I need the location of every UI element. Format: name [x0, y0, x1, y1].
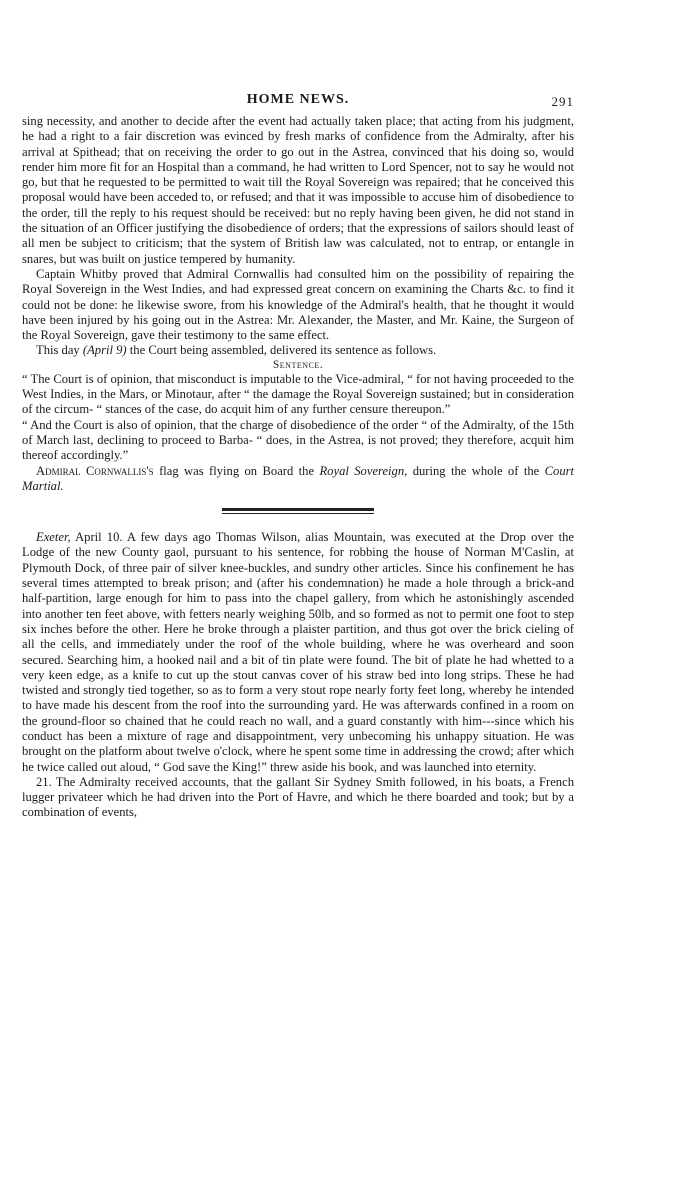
flag-post-text: during the whole of the [412, 463, 540, 478]
sentence-heading: Sentence. [272, 358, 324, 371]
running-title: HOME NEWS. [246, 92, 350, 107]
home-news-section [22, 530, 574, 821]
divider-thin-line [222, 513, 374, 514]
page-number: 291 [551, 94, 574, 109]
defence-paragraph: sing necessity, and another to decide after the event had actually taken place; that acting from his judgment, he had a right to a fair discretion was evinced by fresh marks of confidence from the Admiralty, after his arrival at Spithead; that on receiving the order to go out in the Astrea, convinced that his doing so, would render him more fit for an Hospital than a command, he had written to Lord Spencer, not to say he would not go, but that he requested to be permitted to wait till the Royal Sovereign was repaired; that he conceived this proposal would have been acceded to, or refused; and that it was impossible to accuse him of disobedience to the order, till the reply to his request should be received: but no reply having been given, he did not stand in the situation of an Officer justifying the disobedience of orders; that the expressions of sailors should least of all men be subject to criticism; that the system of British law was calculated, not to entrap, or entangle in snares, but was built on justice tempered by humanity. [22, 114, 574, 266]
flag-court-text: Court Martial. [22, 463, 575, 493]
section-divider [222, 508, 374, 514]
sentence-intro-post: the Court being assembled, delivered its sentence as follows. [129, 343, 437, 358]
page-header [22, 88, 574, 114]
sentence-quote-first: “ The Court is of opinion, that misconduct is imputable to the Vice-admiral, “ for not having proceeded to the West Indies, in the Mars, or Minotaur, after “ the damage the Royal Sovereign sustained; but in consideration of the circum- “ stances of the case, do acquit him of any further censure thereupon.” [22, 371, 574, 417]
exeter-paragraph [22, 530, 574, 775]
sentence-quote-second: “ And the Court is also of opinion, that the charge of disobedience of the order “ of the Admiralty, of the 15th of March last, declining to proceed to Barba- “ does, in the Astrea, is not proved; they therefore, acquit him thereof accordingly.” [22, 417, 574, 463]
admiralty-paragraph: 21. The Admiralty received accounts, that the gallant Sir Sydney Smith followed, in his boats, a French lugger privateer which he had driven into the Port of Havre, and which he there boarded and took; but by a combination of events, [22, 774, 574, 820]
sentence-date: (April 9) [82, 343, 127, 358]
document-page [22, 88, 574, 821]
court-martial-section [22, 114, 574, 494]
exeter-body: April 10. A few days ago Thomas Wilson, alias Mountain, was executed at the Drop over the Lodge of the new County gaol, pursuant to his sentence, for robbing the house of Norman M'Caslin, at Plymouth Dock, of three pair of silver knee-buckles, and sundry other articles. Since his confinement he has several times attempted to break prison; and (after his condemnation) he made a hole through a brick-and half-partition, large enough for him to pass into the chapel gallery, from which he astonishingly ascended into another ten feet above, with fetters nearly weighing 50lb, and so formed as not to permit one foot to step six inches before the other. Here he broke through a plaister partition, and thus got over the brick cieling of all the cells, and immediately under the roof of the whole building, where he was overheard and soon secured. Searching him, a hooked nail and a bit of tin plate were found. The bit of plate he had whetted to a very keen edge, as a knife to cut up the stout canvas cover of his straw bed into long strips. These he had twisted and strongly tied together, so as to form a very stout rope nearly forty feet long, whereby he intended to have made his descent from the roof into the surrounding yard. He was afterwards confined in a room on the ground-floor so chained that he could reach no wall, and a guard constantly with him---since which his conduct has been a mixture of rage and disappointment, very unbecoming his unhappy situation. He was brought on the platform about twelve o'clock, where he spent some time in addressing the crowd; after which he twice called out aloud, “ God save the King!” threw aside his book, and was launched into eternity. [22, 530, 574, 774]
flag-paragraph [22, 464, 574, 495]
divider-thick-line [222, 508, 374, 511]
flag-ship-name: Royal Sovereign, [319, 463, 408, 478]
exeter-place: Exeter, [36, 530, 71, 545]
sentence-intro-paragraph [22, 343, 574, 358]
flag-mid-text: flag was flying on Board the [159, 463, 315, 478]
whitby-testimony-paragraph: Captain Whitby proved that Admiral Cornwallis had consulted him on the possibility of repairing the Royal Sovereign in the West Indies, and had expressed great concern on examining the Charts &c. to find it could not be done: he likewise swore, from his knowledge of the Admiral's health, that he thought it would have been injured by his going out in the Astrea: Mr. Alexander, the Master, and Mr. Kaine, the Surgeon of the Royal Sovereign, gave their testimony to the same effect. [22, 266, 574, 343]
flag-admiral-name: Admiral Cornwallis's [36, 463, 154, 478]
sentence-quote [22, 372, 574, 464]
sentence-intro-pre: This day [36, 343, 80, 358]
